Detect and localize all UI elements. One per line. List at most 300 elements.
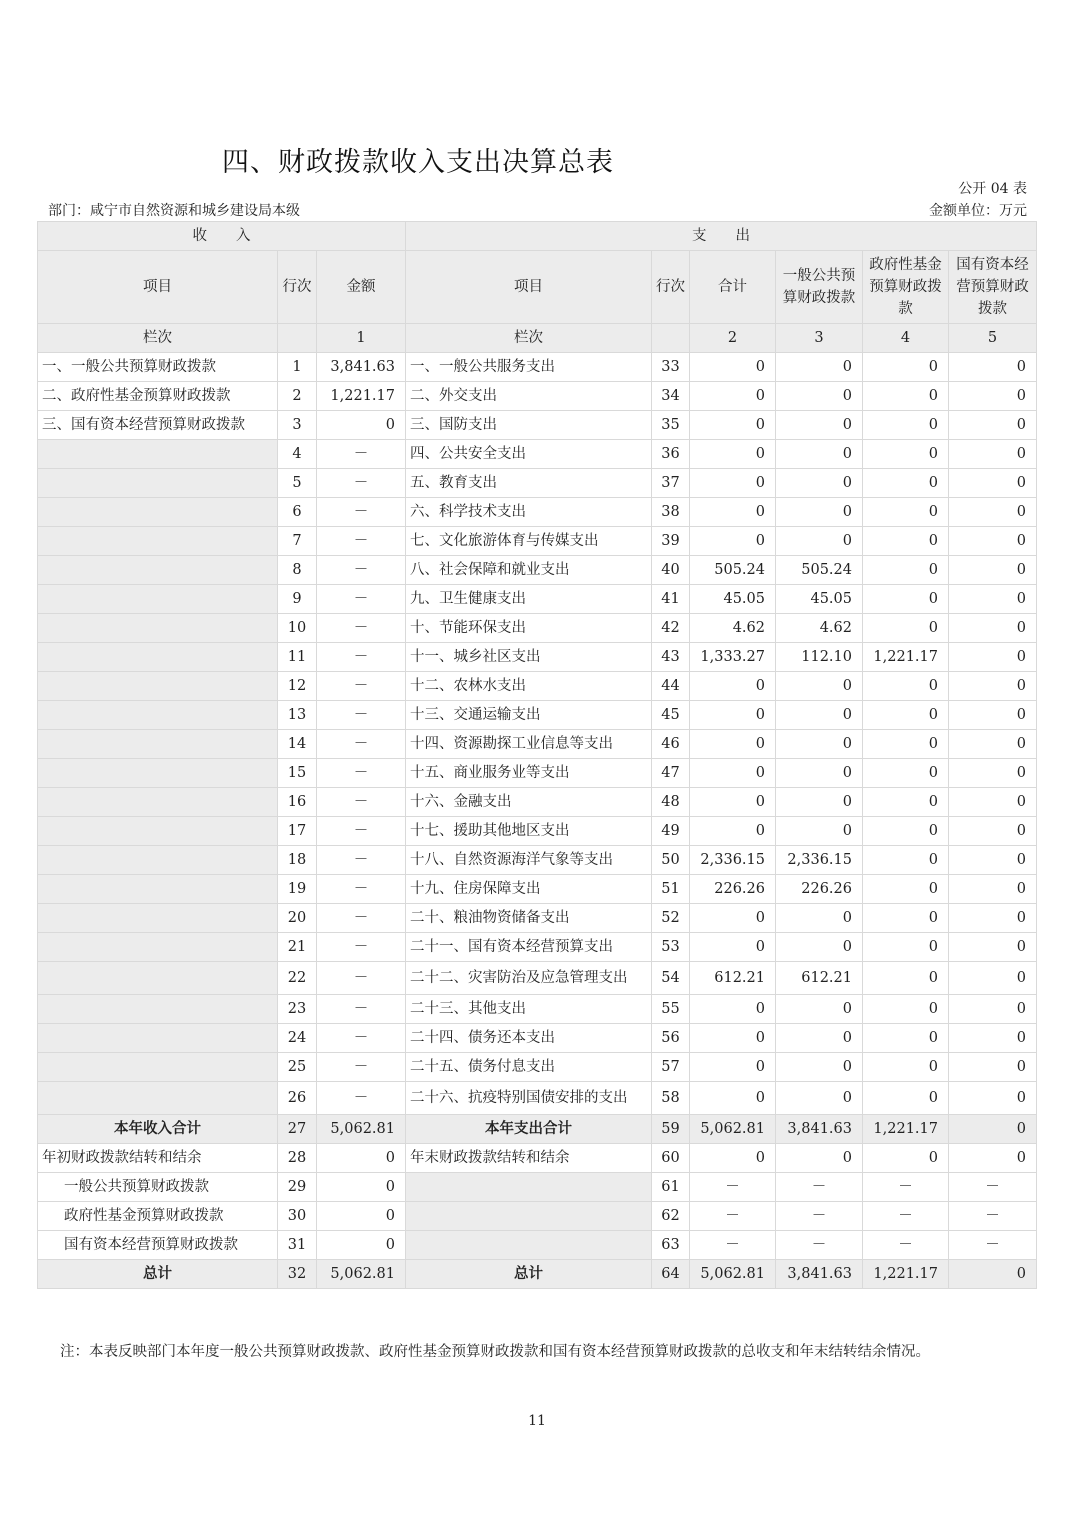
income-item: [38, 643, 278, 672]
amount: 0: [949, 875, 1037, 904]
amount: 0: [863, 788, 949, 817]
row-no: 48: [652, 788, 690, 817]
amount: 0: [863, 556, 949, 585]
table-row: [38, 382, 1037, 411]
row-no: 39: [652, 527, 690, 556]
unit-label: 金额单位：万元: [929, 203, 1027, 219]
row-no: 52: [652, 904, 690, 933]
amount: 226.26: [690, 875, 776, 904]
expense-item: 二十五、债务付息支出: [406, 1053, 652, 1082]
amount: 0: [863, 469, 949, 498]
table-row: [38, 1053, 1037, 1082]
row-no: 24: [278, 1024, 317, 1053]
amount: 4.62: [690, 614, 776, 643]
amount: 0: [949, 382, 1037, 411]
amount: 3,841.63: [317, 353, 406, 382]
row-no: 59: [652, 1115, 690, 1144]
income-row-no-header: 行次: [278, 251, 317, 324]
table-row: [38, 585, 1037, 614]
row-no: 56: [652, 1024, 690, 1053]
amount: 0: [949, 672, 1037, 701]
amount: 0: [776, 730, 863, 759]
amount: －: [776, 1202, 863, 1231]
amount: 1,333.27: [690, 643, 776, 672]
expense-item: 十、节能环保支出: [406, 614, 652, 643]
income-amount-header: 金额: [317, 251, 406, 324]
income-item: [38, 759, 278, 788]
row-no: 47: [652, 759, 690, 788]
amount: 0: [776, 701, 863, 730]
amount: 0: [690, 701, 776, 730]
amount: 0: [949, 469, 1037, 498]
amount: 0: [949, 614, 1037, 643]
amount: 2,336.15: [690, 846, 776, 875]
expense-item: 二十六、抗疫特别国债安排的支出: [406, 1082, 652, 1115]
amount: 0: [863, 962, 949, 995]
amount: 1,221.17: [317, 382, 406, 411]
amount: 5,062.81: [690, 1115, 776, 1144]
amount: 0: [690, 498, 776, 527]
expense-item: [406, 1202, 652, 1231]
row-no: 55: [652, 995, 690, 1024]
amount: 5,062.81: [317, 1115, 406, 1144]
amount: 0: [949, 1260, 1037, 1289]
expense-item: 九、卫生健康支出: [406, 585, 652, 614]
amount: 0: [863, 759, 949, 788]
amount: 0: [863, 995, 949, 1024]
amount: －: [317, 962, 406, 995]
income-summary-label: 本年收入合计: [38, 1115, 278, 1144]
amount: 0: [863, 498, 949, 527]
income-item: [38, 1024, 278, 1053]
amount: 0: [690, 411, 776, 440]
row-no: 1: [278, 353, 317, 382]
row-no: 43: [652, 643, 690, 672]
expense-item: 四、公共安全支出: [406, 440, 652, 469]
amount: 0: [863, 904, 949, 933]
table-body: [38, 353, 1037, 1115]
amount: －: [317, 904, 406, 933]
expense-item: 二十二、灾害防治及应急管理支出: [406, 962, 652, 995]
amount: －: [317, 614, 406, 643]
expense-item: 十六、金融支出: [406, 788, 652, 817]
amount: 0: [863, 846, 949, 875]
expense-header: 支 出: [406, 222, 1037, 251]
amount: 0: [776, 817, 863, 846]
row-no: 50: [652, 846, 690, 875]
amount: －: [317, 527, 406, 556]
expense-item: 三、国防支出: [406, 411, 652, 440]
page-number: 11: [528, 1413, 546, 1429]
row-no: 44: [652, 672, 690, 701]
expense-item: [406, 1231, 652, 1260]
income-item: [38, 788, 278, 817]
table-row: [38, 875, 1037, 904]
row-no: 17: [278, 817, 317, 846]
row-no: 64: [652, 1260, 690, 1289]
row-no: 22: [278, 962, 317, 995]
expense-item: 十五、商业服务业等支出: [406, 759, 652, 788]
income-item: [38, 933, 278, 962]
income-item: [38, 904, 278, 933]
expense-item: 十三、交通运输支出: [406, 701, 652, 730]
general-header: 一般公共预算财政拨款: [776, 251, 863, 324]
expense-item: 二十一、国有资本经营预算支出: [406, 933, 652, 962]
amount: 0: [690, 1082, 776, 1115]
amount: 1,221.17: [863, 1260, 949, 1289]
amount: 0: [863, 701, 949, 730]
row-no: 10: [278, 614, 317, 643]
expense-item: 七、文化旅游体育与传媒支出: [406, 527, 652, 556]
amount: 0: [949, 527, 1037, 556]
amount: 0: [776, 440, 863, 469]
amount: －: [690, 1173, 776, 1202]
amount: －: [863, 1202, 949, 1231]
income-item-header: 项目: [38, 251, 278, 324]
income-item: 政府性基金预算财政拨款: [38, 1202, 278, 1231]
income-item: [38, 469, 278, 498]
amount: 0: [863, 382, 949, 411]
amount: 0: [949, 933, 1037, 962]
total-header: 合计: [690, 251, 776, 324]
amount: 2,336.15: [776, 846, 863, 875]
row-no: 28: [278, 1144, 317, 1173]
table-row: [38, 701, 1037, 730]
table-row: [38, 904, 1037, 933]
col-number: 5: [949, 324, 1037, 353]
amount: 226.26: [776, 875, 863, 904]
col-label: 栏次: [406, 324, 652, 353]
amount: 0: [776, 411, 863, 440]
amount: 5,062.81: [690, 1260, 776, 1289]
amount: 0: [949, 1144, 1037, 1173]
income-item: [38, 672, 278, 701]
row-no: 3: [278, 411, 317, 440]
row-no: 31: [278, 1231, 317, 1260]
amount: 0: [863, 1053, 949, 1082]
gov-fund-header: 政府性基金预算财政拨款: [863, 251, 949, 324]
col-number: 3: [776, 324, 863, 353]
expense-item: 十九、住房保障支出: [406, 875, 652, 904]
amount: 0: [863, 933, 949, 962]
income-item: 一般公共预算财政拨款: [38, 1173, 278, 1202]
row-no: 9: [278, 585, 317, 614]
amount: 612.21: [690, 962, 776, 995]
row-no: 57: [652, 1053, 690, 1082]
amount: 0: [949, 904, 1037, 933]
income-item: [38, 817, 278, 846]
income-item: 一、一般公共预算财政拨款: [38, 353, 278, 382]
amount: 0: [949, 1053, 1037, 1082]
amount: 0: [949, 498, 1037, 527]
expense-item: 十四、资源勘探工业信息等支出: [406, 730, 652, 759]
amount: 0: [949, 962, 1037, 995]
amount: 0: [776, 498, 863, 527]
summary-row: [38, 1115, 1037, 1144]
amount: 0: [776, 527, 863, 556]
table-row: [38, 556, 1037, 585]
row-no: 29: [278, 1173, 317, 1202]
amount: 0: [690, 440, 776, 469]
amount: 505.24: [690, 556, 776, 585]
amount: 0: [776, 1053, 863, 1082]
table-row: [38, 1024, 1037, 1053]
col-blank: [278, 324, 317, 353]
amount: 0: [863, 1082, 949, 1115]
expense-item: 六、科学技术支出: [406, 498, 652, 527]
row-no: 38: [652, 498, 690, 527]
table-row: [38, 411, 1037, 440]
amount: －: [317, 759, 406, 788]
row-no: 51: [652, 875, 690, 904]
expense-item: 一、一般公共服务支出: [406, 353, 652, 382]
income-item: 年初财政拨款结转和结余: [38, 1144, 278, 1173]
row-no: 32: [278, 1260, 317, 1289]
income-item: [38, 1082, 278, 1115]
amount: 0: [690, 382, 776, 411]
row-no: 62: [652, 1202, 690, 1231]
amount: 4.62: [776, 614, 863, 643]
amount: 0: [949, 440, 1037, 469]
amount: 0: [776, 353, 863, 382]
amount: 0: [690, 527, 776, 556]
table-row: [38, 817, 1037, 846]
expense-item: 十一、城乡社区支出: [406, 643, 652, 672]
row-no: 14: [278, 730, 317, 759]
amount: －: [317, 1024, 406, 1053]
income-item: [38, 527, 278, 556]
table-row: [38, 962, 1037, 995]
amount: 0: [949, 995, 1037, 1024]
footnote: 注：本表反映部门本年度一般公共预算财政拨款、政府性基金预算财政拨款和国有资本经营预算财政拨款的总收支和年末结转结余情况。: [60, 1344, 930, 1360]
amount: 0: [949, 353, 1037, 382]
amount: 0: [317, 1144, 406, 1173]
row-no: 12: [278, 672, 317, 701]
row-no: 18: [278, 846, 317, 875]
amount: 0: [949, 556, 1037, 585]
amount: 505.24: [776, 556, 863, 585]
amount: 0: [690, 904, 776, 933]
amount: 0: [317, 1231, 406, 1260]
row-no: 25: [278, 1053, 317, 1082]
amount: 0: [949, 846, 1037, 875]
amount: 0: [949, 759, 1037, 788]
amount: 612.21: [776, 962, 863, 995]
row-no: 6: [278, 498, 317, 527]
expense-item: 十八、自然资源海洋气象等支出: [406, 846, 652, 875]
amount: 0: [949, 1115, 1037, 1144]
amount: 0: [776, 1144, 863, 1173]
col-blank: [652, 324, 690, 353]
amount: －: [317, 846, 406, 875]
table-row: [38, 498, 1037, 527]
amount: 0: [690, 759, 776, 788]
expense-item: 五、教育支出: [406, 469, 652, 498]
row-no: 61: [652, 1173, 690, 1202]
income-grand-label: 总计: [38, 1260, 278, 1289]
row-no: 30: [278, 1202, 317, 1231]
income-item: [38, 995, 278, 1024]
amount: 3,841.63: [776, 1115, 863, 1144]
col-number: 2: [690, 324, 776, 353]
amount: 0: [690, 469, 776, 498]
table-row: [38, 614, 1037, 643]
row-no: 2: [278, 382, 317, 411]
row-no: 11: [278, 643, 317, 672]
table-row: [38, 527, 1037, 556]
amount: －: [317, 469, 406, 498]
income-item: 二、政府性基金预算财政拨款: [38, 382, 278, 411]
carry-row: [38, 1144, 1037, 1173]
amount: 0: [863, 730, 949, 759]
amount: 0: [776, 995, 863, 1024]
amount: －: [317, 556, 406, 585]
amount: 0: [863, 527, 949, 556]
row-no: 7: [278, 527, 317, 556]
income-item: [38, 498, 278, 527]
table-row: [38, 672, 1037, 701]
row-no: 58: [652, 1082, 690, 1115]
income-item: [38, 585, 278, 614]
income-header: 收 入: [38, 222, 406, 251]
expense-item: 二、外交支出: [406, 382, 652, 411]
table-row: [38, 933, 1037, 962]
row-no: 42: [652, 614, 690, 643]
row-no: 15: [278, 759, 317, 788]
row-no: 34: [652, 382, 690, 411]
income-item: 国有资本经营预算财政拨款: [38, 1231, 278, 1260]
amount: 0: [690, 933, 776, 962]
income-item: [38, 556, 278, 585]
amount: 1,221.17: [863, 1115, 949, 1144]
amount: 0: [863, 875, 949, 904]
expense-grand-label: 总计: [406, 1260, 652, 1289]
amount: －: [776, 1231, 863, 1260]
table-row: [38, 643, 1037, 672]
table-row: [38, 846, 1037, 875]
expense-row-no-header: 行次: [652, 251, 690, 324]
amount: 0: [863, 440, 949, 469]
amount: 0: [317, 1202, 406, 1231]
col-number: 1: [317, 324, 406, 353]
row-no: 19: [278, 875, 317, 904]
amount: 0: [949, 585, 1037, 614]
row-no: 33: [652, 353, 690, 382]
carry-row: [38, 1173, 1037, 1202]
amount: 0: [690, 995, 776, 1024]
amount: －: [690, 1231, 776, 1260]
amount: 0: [863, 672, 949, 701]
col-number: 4: [863, 324, 949, 353]
amount: 0: [690, 1024, 776, 1053]
row-no: 35: [652, 411, 690, 440]
amount: 5,062.81: [317, 1260, 406, 1289]
amount: 0: [949, 788, 1037, 817]
amount: －: [317, 817, 406, 846]
income-item: [38, 440, 278, 469]
row-no: 37: [652, 469, 690, 498]
table-row: [38, 1082, 1037, 1115]
row-no: 54: [652, 962, 690, 995]
row-no: 5: [278, 469, 317, 498]
row-no: 36: [652, 440, 690, 469]
row-no: 60: [652, 1144, 690, 1173]
amount: 0: [949, 817, 1037, 846]
amount: 0: [863, 614, 949, 643]
table-row: [38, 759, 1037, 788]
expense-item: 十七、援助其他地区支出: [406, 817, 652, 846]
row-no: 26: [278, 1082, 317, 1115]
amount: 0: [949, 643, 1037, 672]
row-no: 13: [278, 701, 317, 730]
row-no: 45: [652, 701, 690, 730]
amount: 0: [863, 353, 949, 382]
amount: 0: [776, 672, 863, 701]
amount: 0: [863, 1024, 949, 1053]
amount: 0: [776, 1082, 863, 1115]
col-label: 栏次: [38, 324, 278, 353]
amount: 0: [690, 1053, 776, 1082]
state-capital-header: 国有资本经营预算财政拨款: [949, 251, 1037, 324]
expense-summary-label: 本年支出合计: [406, 1115, 652, 1144]
row-no: 23: [278, 995, 317, 1024]
amount: 0: [949, 411, 1037, 440]
income-item: [38, 730, 278, 759]
amount: 0: [949, 1024, 1037, 1053]
amount: 0: [690, 817, 776, 846]
amount: －: [317, 995, 406, 1024]
income-item: [38, 1053, 278, 1082]
amount: 0: [690, 788, 776, 817]
amount: 0: [863, 411, 949, 440]
amount: －: [863, 1231, 949, 1260]
amount: 112.10: [776, 643, 863, 672]
amount: 1,221.17: [863, 643, 949, 672]
amount: 0: [776, 1024, 863, 1053]
page-title: 四、财政拨款收入支出决算总表: [222, 147, 614, 178]
fiscal-table: [37, 221, 1037, 1289]
amount: －: [317, 643, 406, 672]
carry-row: [38, 1202, 1037, 1231]
amount: －: [317, 498, 406, 527]
row-no: 20: [278, 904, 317, 933]
amount: 0: [690, 730, 776, 759]
amount: －: [317, 585, 406, 614]
amount: 0: [949, 1082, 1037, 1115]
amount: 0: [863, 1144, 949, 1173]
amount: －: [317, 672, 406, 701]
row-no: 46: [652, 730, 690, 759]
row-no: 49: [652, 817, 690, 846]
amount: 0: [776, 382, 863, 411]
expense-item: 十二、农林水支出: [406, 672, 652, 701]
table-row: [38, 353, 1037, 382]
amount: －: [317, 875, 406, 904]
amount: －: [317, 440, 406, 469]
amount: 0: [949, 730, 1037, 759]
expense-item: 二十四、债务还本支出: [406, 1024, 652, 1053]
amount: 0: [690, 672, 776, 701]
table-row: [38, 440, 1037, 469]
amount: －: [317, 788, 406, 817]
expense-item: [406, 1173, 652, 1202]
amount: －: [317, 730, 406, 759]
expense-item: 二十三、其他支出: [406, 995, 652, 1024]
row-no: 16: [278, 788, 317, 817]
amount: 0: [776, 759, 863, 788]
income-item: [38, 962, 278, 995]
amount: －: [690, 1202, 776, 1231]
